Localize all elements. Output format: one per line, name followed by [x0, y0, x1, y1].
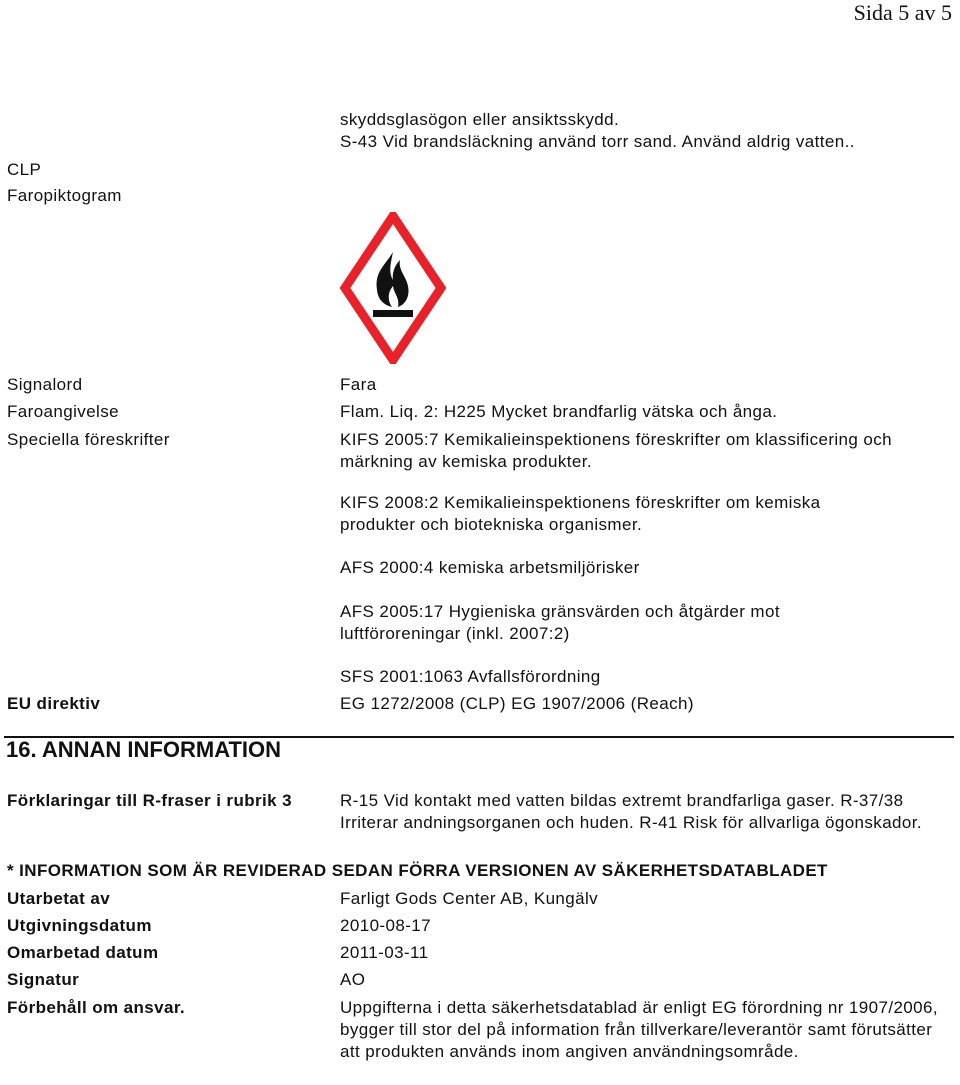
eu-directive-value: EG 1272/2008 (CLP) EG 1907/2006 (Reach) — [340, 694, 694, 713]
disclaimer-label: Förbehåll om ansvar. — [7, 998, 186, 1017]
regulation-item: KIFS 2008:2 Kemikalieinspektionens föreskrifter om kemiska produkter och biotekniska organismer. — [340, 493, 821, 534]
disclaimer-value: Uppgifterna i detta säkerhetsdatablad är enligt EG förordning nr 1907/2006, bygger till stor del på information från tillverkare/leverantör samt förutsätter att produkten används inom angiven användningsområde. — [340, 998, 938, 1061]
top-text-line-2: S-43 Vid brandsläckning använd torr sand. Använd aldrig vatten.. — [340, 132, 855, 151]
revised-notice: * INFORMATION SOM ÄR REVIDERAD SEDAN FÖRRA VERSIONEN AV SÄKERHETSDATABLADET — [7, 861, 828, 880]
signature-value: AO — [340, 970, 366, 989]
eu-directive-label: EU direktiv — [7, 694, 101, 713]
regulation-item: AFS 2005:17 Hygieniska gränsvärden och åtgärder mot luftföroreningar (inkl. 2007:2) — [340, 602, 780, 643]
r-phrases-value: R-15 Vid kontakt med vatten bildas extremt brandfarliga gaser. R-37/38 Irriterar andningsorganen och huden. R-41 Risk för allvarliga ögonskador. — [340, 791, 923, 832]
section-heading: 16. ANNAN INFORMATION — [6, 737, 281, 762]
prepared-by-label: Utarbetat av — [7, 889, 111, 908]
clp-label: CLP — [7, 160, 42, 179]
regulation-item: KIFS 2005:7 Kemikalieinspektionens föreskrifter om klassificering och märkning av kemiska produkter. — [340, 430, 893, 471]
issue-date-label: Utgivningsdatum — [7, 916, 152, 935]
regulation-item: AFS 2000:4 kemiska arbetsmiljörisker — [340, 558, 640, 577]
revised-date-value: 2011-03-11 — [340, 943, 429, 962]
page-number: Sida 5 av 5 — [853, 0, 952, 25]
top-text-line-1: skyddsglasögon eller ansiktsskydd. — [340, 110, 620, 129]
issue-date-value: 2010-08-17 — [340, 916, 431, 935]
prepared-by-value: Farligt Gods Center AB, Kungälv — [340, 889, 599, 908]
signal-word-label: Signalord — [7, 375, 83, 394]
signature-label: Signatur — [7, 970, 80, 989]
hazard-statement-value: Flam. Liq. 2: H225 Mycket brandfarlig vätska och ånga. — [340, 402, 778, 421]
signal-word-value: Fara — [340, 375, 377, 394]
regulation-item: SFS 2001:1063 Avfallsförordning — [340, 667, 601, 686]
pictogram-label: Faropiktogram — [7, 186, 122, 205]
special-regulations-label: Speciella föreskrifter — [7, 430, 170, 449]
flame-hazard-icon — [340, 212, 446, 364]
revised-date-label: Omarbetad datum — [7, 943, 159, 962]
hazard-statement-label: Faroangivelse — [7, 402, 119, 421]
r-phrases-label: Förklaringar till R-fraser i rubrik 3 — [7, 791, 292, 810]
